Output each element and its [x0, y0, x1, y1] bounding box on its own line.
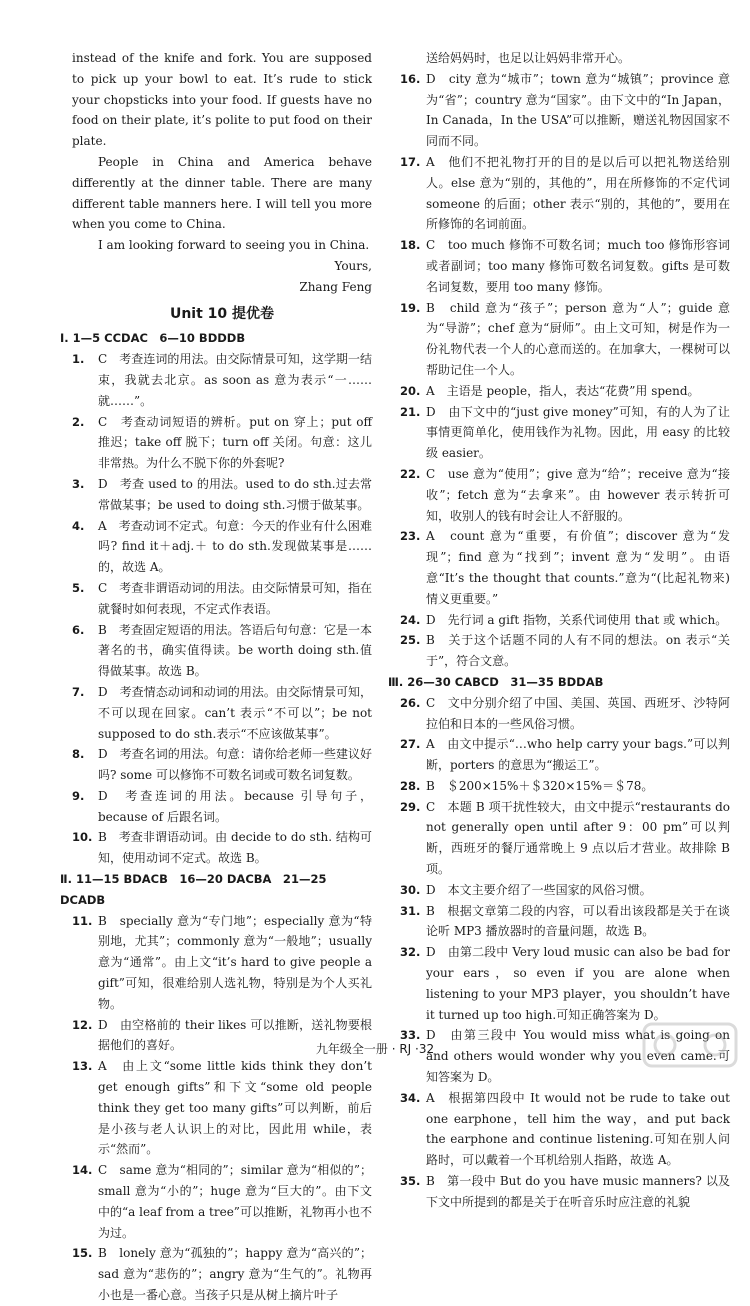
answer-text: D 由空格前的 their likes 可以推断，送礼物要根据他们的喜好。: [98, 1017, 372, 1053]
answer-number: 16.: [400, 71, 421, 86]
answer-text: D 由第三段中 You would miss what is going on and others would wonder why you even came.可知答案为 D。: [426, 1028, 730, 1085]
answer-item: [72, 827, 372, 869]
answer-number: 17.: [400, 154, 421, 169]
answer-text: C 本题 B 项干扰性较大，由文中提示“restaurants do not generally open until after 9：00 pm”可以判断，西班牙的餐厅通常晚上 9 点以后才营业。故排除 B 项。: [426, 799, 730, 877]
answer-item: [400, 464, 730, 526]
answer-text: B 关于这个话题不同的人有不同的想法。on 表示“关于”，符合文意。: [426, 633, 730, 669]
answer-number: 10.: [72, 830, 93, 845]
answer-text: A 由文中提示“…who help carry your bags.”可以判断，porters 的意思为“搬运工”。: [426, 737, 730, 773]
answer-number: 25.: [400, 633, 421, 648]
answer-text: B 根据文章第二段的内容，可以看出该段都是关于在谈论听 MP3 播放器时的音量问题，故选 B。: [426, 903, 730, 939]
watermark-logo: [640, 1020, 740, 1070]
answer-number: 18.: [400, 238, 421, 253]
answer-item: [72, 1056, 372, 1160]
answer-text: D 考查名词的用法。句意：请你给老师一些建议好吗? some 可以修饰不可数名词或可数名词复数。: [98, 747, 372, 783]
answer-item: [400, 402, 730, 464]
answer-number: 22.: [400, 466, 421, 481]
answer-number: 7.: [72, 684, 85, 699]
answer-text: B specially 意为“专门地”；especially 意为“特别地，尤其”；commonly 意为“一般地”；usually 意为“通常”。由上文“it’s hard to give people a gift”可知，很难给别人选礼物，特别是为个人买礼物。: [98, 913, 372, 1011]
answer-number: 3.: [72, 476, 85, 491]
answer-item: [72, 1243, 372, 1305]
answer-item: [72, 786, 372, 828]
answer-item: [400, 1088, 730, 1171]
answer-item: [72, 474, 372, 516]
answer-item: [72, 412, 372, 474]
answer-text: B 考查固定短语的用法。答语后句句意：它是一本著名的书，确实值得读。be worth doing sth.值得做某事。故选 B。: [98, 622, 372, 679]
answer-text: B ＄200×15%＋＄320×15%＝＄78。: [426, 778, 654, 793]
answer-number: 15.: [72, 1246, 93, 1261]
answer-text: D 考查 used to 的用法。used to do sth.过去常常做某事；be used to doing sth.习惯于做某事。: [98, 476, 372, 512]
answer-number: 31.: [400, 903, 421, 918]
answer-item: [72, 349, 372, 411]
answer-number: 27.: [400, 737, 421, 752]
answer-text: 送给妈妈时，也足以让妈妈非常开心。: [426, 51, 631, 65]
answer-item: [400, 152, 730, 235]
answer-number: 13.: [72, 1059, 93, 1074]
letter-paragraph-2: People in China and America behave differently at the dinner table. There are many different table manners here. I will tell you more when you come to China.: [72, 154, 372, 232]
answer-item: [400, 630, 730, 672]
left-answer-list: [60, 328, 372, 1305]
answer-item: [400, 48, 730, 69]
answer-item: [72, 516, 372, 578]
answer-number: 11.: [72, 913, 93, 928]
answer-number: 12.: [72, 1017, 93, 1032]
answer-number: 19.: [400, 300, 421, 315]
answer-item: [400, 1171, 730, 1213]
answer-item: [400, 880, 730, 901]
answer-number: 20.: [400, 383, 421, 398]
answer-item: [400, 942, 730, 1025]
answer-item: [400, 776, 730, 797]
answer-item: [400, 235, 730, 297]
answer-item: [400, 797, 730, 880]
unit-title: Unit 10 提优卷: [169, 305, 275, 322]
answer-text: A 根据第四段中 It would not be rude to take out one earphone，tell him the way，and put back the earphone and continue listening.可知在别人问路时，可以戴着一个耳机给别人指路，故选 A。: [426, 1090, 730, 1168]
answer-item: [400, 693, 730, 735]
answer-text: B 考查非谓语动词。由 decide to do sth. 结构可知，使用动词不定式。故选 B。: [98, 830, 372, 866]
letter-closing: Yours,: [334, 258, 372, 273]
answer-number: 30.: [400, 882, 421, 897]
page-footer: 九年级全一册 · RJ ·32: [315, 1042, 435, 1056]
answer-item: [400, 734, 730, 776]
answer-number: 32.: [400, 945, 421, 960]
answer-number: 8.: [72, 747, 85, 762]
answer-text: C 文中分别介绍了中国、美国、英国、西班牙、沙特阿拉伯和日本的一些风俗习惯。: [426, 695, 730, 731]
section-heading: Ⅱ. 11—15 BDACB 16—20 DACBA 21—25 DCADB: [60, 872, 327, 907]
answer-item: [72, 744, 372, 786]
answer-text: C use 意为“使用”；give 意为“给”；receive 意为“接收”；fetch 意为“去拿来”。由 however 表示转折可知，收别人的钱有时会让人不舒服的。: [426, 466, 730, 523]
answer-number: 29.: [400, 799, 421, 814]
answer-number: 23.: [400, 529, 421, 544]
answer-item: [72, 911, 372, 1015]
answer-number: 2.: [72, 414, 85, 429]
answer-text: C 考查动词短语的辨析。put on 穿上；put off 推迟；take off 脱下；turn off 关闭。句意：这儿非常热。为什么不脱下你的外套呢?: [98, 414, 372, 471]
answer-item: [400, 610, 730, 631]
answer-number: [400, 48, 426, 69]
answer-text: D 由第二段中 Very loud music can also be bad for your ears，so even if you are alone when listening to your MP3 player，you shouldn’t have it turned up too high.可知正确答案为 D。: [426, 945, 730, 1022]
letter-paragraph-1: instead of the knife and fork. You are supposed to pick up your bowl to eat. It’s rude to stick your chopsticks into your food. If guests have no food on their plate, it’s polite to put food on their plate.: [72, 51, 372, 149]
answer-item: [400, 69, 730, 152]
letter-paragraph-3: I am looking forward to seeing you in China.: [98, 238, 370, 253]
answer-item: [72, 682, 372, 744]
left-column: [60, 48, 372, 1306]
answer-number: 21.: [400, 404, 421, 419]
section-heading: Ⅰ. 1—5 CCDAC 6—10 BDDDB: [60, 331, 246, 346]
answer-text: D 先行词 a gift 指物，关系代词使用 that 或 which。: [426, 612, 728, 627]
answer-item: [72, 1160, 372, 1243]
letter-signature: Zhang Feng: [299, 279, 372, 294]
answer-item: [400, 526, 730, 609]
answer-item: [400, 901, 730, 943]
answer-text: D 由下文中的“just give money”可知，有的人为了让事情更简单化，使用钱作为礼物。因此，用 easy 的比较级 easier。: [426, 404, 730, 461]
answer-number: 24.: [400, 612, 421, 627]
answer-number: 28.: [400, 778, 421, 793]
answer-text: C 考查非谓语动词的用法。由交际情景可知，指在就餐时如何表现，不定式作表语。: [98, 580, 372, 616]
answer-number: 9.: [72, 788, 85, 803]
answer-number: 4.: [72, 518, 85, 533]
answer-text: D 考查连词的用法。because 引导句子，because of 后跟名词。: [98, 788, 372, 824]
answer-text: D 本文主要介绍了一些国家的风俗习惯。: [426, 882, 652, 897]
answer-item: [400, 298, 730, 381]
answer-item: [72, 578, 372, 620]
answer-text: C 考查连词的用法。由交际情景可知，这学期一结束，我就去北京。as soon as 意为表示“一……就……”。: [98, 352, 372, 408]
answer-text: A 主语是 people，指人，表达“花费”用 spend。: [426, 383, 700, 398]
answer-text: D city 意为“城市”；town 意为“城镇”；province 意为“省”；country 意为“国家”。由下文中的“In Japan，In Canada，In the USA”可以推断，赠送礼物因国家不同而不同。: [426, 71, 730, 149]
answer-number: 6.: [72, 622, 85, 637]
answer-number: 1.: [72, 352, 85, 367]
answer-number: 26.: [400, 695, 421, 710]
answer-text: A 他们不把礼物打开的目的是以后可以把礼物送给别人。else 意为“别的，其他的”，用在所修饰的不定代词 someone 的后面；other 表示“别的，其他的”，要用在所修饰的名词前面。: [426, 154, 730, 232]
answer-text: B child 意为“孩子”；person 意为“人”；guide 意为“导游”；chef 意为“厨师”。由上文可知，树是作为一份礼物代表一个人的心意而送的。在加拿大，一棵树可以帮助记住一个人。: [426, 300, 730, 377]
answer-number: 35.: [400, 1174, 421, 1189]
answer-text: C too much 修饰不可数名词；much too 修饰形容词或者副词；too many 修饰可数名词复数。gifts 是可数名词复数，要用 too many 修饰。: [426, 238, 730, 294]
section-heading: Ⅲ. 26—30 CABCD 31—35 BDDAB: [388, 674, 604, 689]
answer-number: 14.: [72, 1163, 93, 1178]
answer-text: A count 意为“重要，有价值”；discover 意为“发现”；find 意为“找到”；invent 意为“发明”。由语意“It’s the thought that counts.”意为“(比起礼物来)情义更重要。”: [426, 529, 730, 606]
answer-text: B 第一段中 But do you have music manners? 以及下文中所提到的都是关于在听音乐时应注意的礼貌: [426, 1174, 730, 1209]
answer-number: 34.: [400, 1090, 421, 1105]
answer-number: 5.: [72, 580, 85, 595]
answer-text: C same 意为“相同的”；similar 意为“相似的”；small 意为“小的”；huge 意为“巨大的”。由下文中的“a leaf from a tree”可以推断，礼物再小也不为过。: [98, 1163, 372, 1240]
answer-text: D 考查情态动词和动词的用法。由交际情景可知，不可以现在回家。can’t 表示“不可以”；be not supposed to do sth.表示“不应该做某事”。: [98, 684, 372, 741]
answer-text: B lonely 意为“孤独的”；happy 意为“高兴的”；sad 意为“悲伤的”；angry 意为“生气的”。礼物再小也是一番心意。当孩子只是从树上摘片叶子: [98, 1246, 372, 1303]
answer-text: A 由上文“some little kids think they don’t get enough gifts”和下文“some old people think they get too many gifts”可以判断，前后是小孩与老人认识上的对比，因此用 while，表示“然而”。: [98, 1059, 372, 1157]
answer-item: [72, 620, 372, 682]
answer-text: A 考查动词不定式。句意：今天的作业有什么困难吗? find it＋adj.＋ to do sth.发现做某事是……的，故选 A。: [98, 518, 372, 575]
answer-item: [400, 381, 730, 402]
answer-number: 33.: [400, 1028, 421, 1043]
